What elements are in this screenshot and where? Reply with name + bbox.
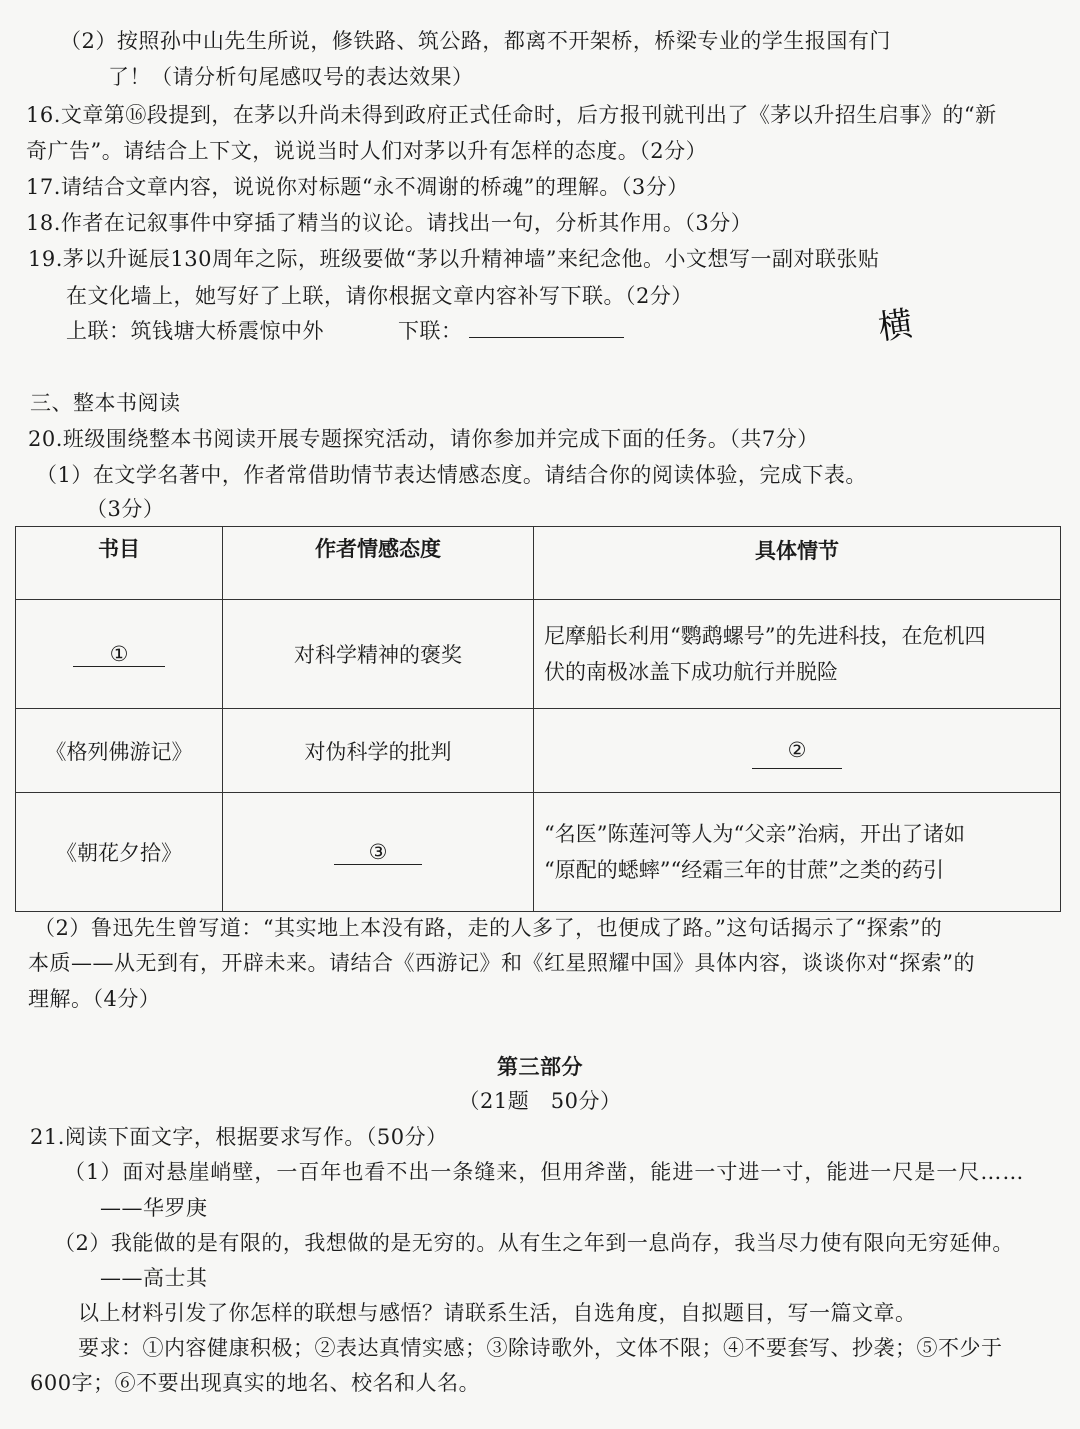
plot-line: 伏的南极冰盖下成功航行并脱险 [544, 660, 838, 684]
cell-plot [534, 793, 1061, 912]
section3-title: 三、整本书阅读 [30, 391, 181, 415]
q15-2-line1: （2）按照孙中山先生所说，修铁路、筑公路，都离不开架桥，桥梁专业的学生报国有门 [60, 29, 891, 53]
handwriting-mark: 横 [875, 303, 916, 349]
q19-line2: 在文化墙上，她写好了上联，请你根据文章内容补写下联。（2分） [66, 284, 693, 308]
q19-line1: 19.茅以升诞辰130周年之际，班级要做“茅以升精神墙”来纪念他。小文想写一副对联张贴 [28, 247, 880, 271]
cell-book: 《格列佛游记》 [16, 709, 223, 793]
part3-title: 第三部分 [497, 1054, 583, 1079]
table-row [16, 600, 1061, 709]
q16-line1: 16.文章第⑯段提到，在茅以升尚未得到政府正式任命时，后方报刊就刊出了《茅以升招生启事》的“新 [26, 103, 997, 127]
q20: 20.班级围绕整本书阅读开展专题探究活动，请你参加并完成下面的任务。（共7分） [28, 427, 819, 451]
requirements-line1: 要求：①内容健康积极；②表达真情实感；③除诗歌外，文体不限；④不要套写、抄袭；⑤不少于 [78, 1336, 1003, 1360]
quote1-author: ——华罗庚 [100, 1196, 208, 1220]
q20-2-line1: （2）鲁迅先生曾写道：“其实地上本没有路，走的人多了，也便成了路。”这句话揭示了“探索”的 [34, 916, 943, 940]
requirements-line2: 600字；⑥不要出现真实的地名、校名和人名。 [30, 1371, 481, 1395]
quote2-author: ——高士其 [100, 1266, 208, 1290]
header-attitude: 作者情感态度 [223, 527, 534, 600]
table-row [16, 709, 1061, 793]
cell-book-blank [16, 600, 223, 709]
header-plot: 具体情节 [534, 527, 1061, 600]
cell-book: 《朝花夕拾》 [16, 793, 223, 912]
blank-2[interactable]: ② [752, 732, 842, 769]
q20-1-line1: （1）在文学名著中，作者常借助情节表达情感态度。请结合你的阅读体验，完成下表。 [36, 463, 867, 487]
prompt: 以上材料引发了你怎样的联想与感悟？请联系生活，自选角度，自拟题目，写一篇文章。 [78, 1301, 917, 1325]
blank-3[interactable]: ③ [334, 840, 422, 865]
cell-attitude: 对伪科学的批判 [223, 709, 534, 793]
blank-1[interactable]: ① [73, 642, 165, 667]
q17: 17.请结合文章内容，说说你对标题“永不凋谢的桥魂”的理解。（3分） [26, 175, 689, 199]
q15-2-line2: 了！（请分析句尾感叹号的表达效果） [108, 65, 474, 89]
plot-line: 尼摩船长利用“鹦鹉螺号”的先进科技，在危机四 [544, 624, 986, 648]
couplet-lower-label: 下联： [398, 319, 463, 343]
quote1: （1）面对悬崖峭壁，一百年也看不出一条缝来，但用斧凿，能进一寸进一寸，能进一尺是一尺…… [64, 1160, 1025, 1184]
table-row [16, 793, 1061, 912]
couplet-lower-blank[interactable] [469, 319, 624, 338]
header-book: 书目 [16, 527, 223, 600]
cell-attitude: 对科学精神的褒奖 [223, 600, 534, 709]
cell-plot [534, 600, 1061, 709]
quote2: （2）我能做的是有限的，我想做的是无穷的。从有生之年到一息尚存，我当尽力使有限向无穷延伸。 [54, 1231, 1014, 1255]
cell-attitude-blank [223, 793, 534, 912]
couplet-upper: 上联：筑钱塘大桥震惊中外 [66, 319, 324, 343]
table-header-row [16, 527, 1061, 600]
q20-2-line3: 理解。（4分） [28, 987, 161, 1011]
q18: 18.作者在记叙事件中穿插了精当的议论。请找出一句，分析其作用。（3分） [26, 211, 753, 235]
plot-line: “原配的蟋蟀”“经霜三年的甘蔗”之类的药引 [544, 858, 944, 882]
q20-1-line2: （3分） [86, 497, 165, 521]
reading-table [15, 526, 1061, 912]
part3-subtitle: （21题 50分） [458, 1089, 622, 1113]
cell-plot-blank [534, 709, 1061, 793]
q16-line2: 奇广告”。请结合上下文，说说当时人们对茅以升有怎样的态度。（2分） [26, 139, 708, 163]
plot-line: “名医”陈莲河等人为“父亲”治病，开出了诸如 [544, 822, 965, 846]
q20-2-line2: 本质——从无到有，开辟未来。请结合《西游记》和《红星照耀中国》具体内容，谈谈你对“探索”的 [28, 951, 975, 975]
couplet-lower [398, 316, 624, 346]
q21: 21.阅读下面文字，根据要求写作。（50分） [30, 1125, 448, 1149]
